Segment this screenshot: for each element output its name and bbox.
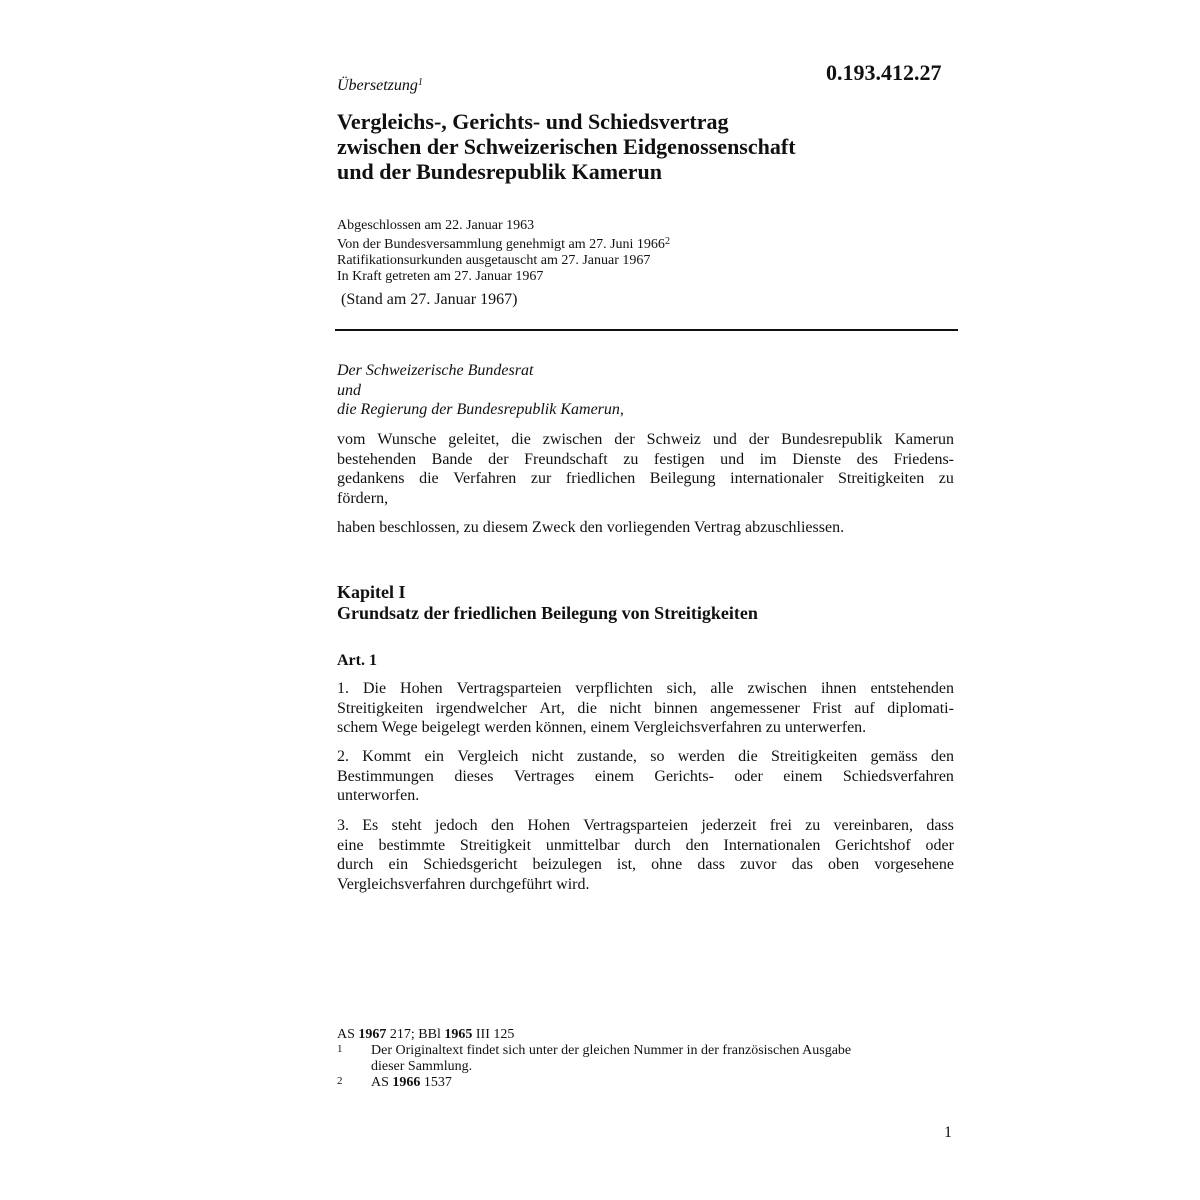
word: Bande bbox=[431, 450, 473, 468]
chapter-heading bbox=[337, 582, 957, 624]
party-line: und bbox=[337, 381, 361, 399]
word: zu bbox=[938, 470, 954, 487]
word: durch bbox=[337, 856, 374, 873]
preamble-decision bbox=[337, 518, 954, 538]
word: zwischen bbox=[542, 431, 603, 448]
word: jederzeit bbox=[701, 817, 757, 834]
word: gedankens bbox=[337, 470, 405, 487]
as-prefix: AS bbox=[337, 1027, 359, 1042]
word: binnen bbox=[654, 699, 698, 717]
word: zwischen bbox=[747, 680, 807, 697]
party-line: Der Schweizerische Bundesrat bbox=[337, 362, 534, 379]
footnote-number: 2 bbox=[337, 1075, 343, 1087]
footnote-number: 1 bbox=[337, 1043, 343, 1055]
contracting-parties bbox=[337, 361, 957, 420]
word: ist, bbox=[616, 856, 637, 873]
word: einem bbox=[594, 767, 634, 785]
title-line: zwischen der Schweizerischen Eidgenossenschaft bbox=[337, 134, 796, 159]
paragraph-line bbox=[337, 747, 954, 767]
word: des bbox=[856, 450, 878, 468]
word: die bbox=[738, 748, 758, 765]
chapter-title: Grundsatz der friedlichen Beilegung von Streitigkeiten bbox=[337, 603, 758, 623]
word: 3. bbox=[337, 817, 349, 834]
word: der bbox=[748, 431, 770, 448]
word: durch bbox=[634, 836, 671, 854]
word: Internationalen bbox=[723, 836, 821, 854]
footnote-page: 1537 bbox=[420, 1075, 452, 1090]
word: Kommt bbox=[362, 748, 412, 765]
word: zu bbox=[805, 817, 821, 834]
approval-date-text: Von der Bundesversammlung genehmigt am 27. Juni 1966 bbox=[337, 237, 665, 252]
word: geleitet, bbox=[448, 431, 500, 448]
word: Vertrages bbox=[513, 767, 575, 785]
word: Vertragsparteien bbox=[456, 680, 562, 697]
word: frei bbox=[769, 817, 792, 834]
word: ein bbox=[424, 748, 445, 765]
word: Streitigkeiten bbox=[337, 699, 424, 717]
footnote-line bbox=[371, 1075, 957, 1091]
word: zustande, bbox=[576, 748, 637, 765]
word: vorgesehene bbox=[874, 856, 954, 873]
footnotes bbox=[337, 1027, 957, 1091]
word: dass bbox=[926, 817, 954, 834]
footnote-line: dieser Sammlung. bbox=[371, 1059, 473, 1074]
word: Schiedsverfahren bbox=[842, 767, 954, 785]
word: bestimmte bbox=[378, 836, 446, 854]
word: einem bbox=[783, 767, 823, 785]
word: Art, bbox=[539, 699, 565, 717]
word: dieses bbox=[454, 767, 494, 785]
word: Verfahren bbox=[453, 470, 517, 487]
source-reference bbox=[337, 1027, 957, 1043]
paragraph-line bbox=[337, 679, 954, 699]
word: Streitigkeit bbox=[459, 836, 532, 854]
word: Gerichtshof bbox=[835, 836, 911, 854]
word: dass bbox=[697, 856, 725, 873]
word: beizulegen bbox=[532, 856, 602, 873]
status-date: (Stand am 27. Januar 1967) bbox=[341, 291, 518, 308]
bbl-ref: III 125 bbox=[472, 1027, 515, 1042]
word: angemessener bbox=[710, 699, 800, 717]
footnote-2 bbox=[337, 1075, 957, 1091]
word: zuvor bbox=[740, 856, 777, 873]
article-heading: Art. 1 bbox=[337, 652, 377, 669]
page-number: 1 bbox=[944, 1124, 952, 1141]
paragraph-line bbox=[337, 469, 954, 489]
word: oder bbox=[925, 836, 954, 854]
word: Bestimmungen bbox=[337, 767, 434, 785]
word: Streitigkeiten bbox=[838, 470, 925, 487]
title-line: Vergleichs-, Gerichts- und Schiedsvertrag bbox=[337, 109, 729, 134]
word: ohne bbox=[651, 856, 683, 873]
word: gemäss bbox=[870, 748, 918, 765]
sr-number: 0.193.412.27 bbox=[826, 60, 942, 85]
word: auf bbox=[854, 699, 875, 717]
article-paragraph-1 bbox=[337, 679, 954, 738]
word: so bbox=[650, 748, 665, 765]
document-metadata bbox=[337, 218, 957, 285]
word: steht bbox=[391, 817, 422, 834]
word: Hohen bbox=[400, 680, 443, 697]
word: der bbox=[614, 431, 635, 448]
as-page: 217; BBl bbox=[386, 1027, 445, 1042]
word: das bbox=[791, 856, 813, 873]
party-line: die Regierung der Bundesrepublik Kamerun, bbox=[337, 401, 624, 418]
footnote-ref-2[interactable]: 2 bbox=[664, 236, 670, 247]
word: Bundesrepublik bbox=[781, 431, 883, 448]
word: Schiedsgericht bbox=[423, 856, 518, 873]
paragraph-line bbox=[337, 450, 954, 470]
word: Vergleich bbox=[457, 748, 519, 765]
concluded-date: Abgeschlossen am 22. Januar 1963 bbox=[337, 218, 535, 233]
title-line: und der Bundesrepublik Kamerun bbox=[337, 159, 663, 184]
word: Schweiz bbox=[646, 431, 701, 448]
in-force-date: In Kraft getreten am 27. Januar 1967 bbox=[337, 269, 544, 284]
word: friedlichen bbox=[565, 470, 636, 487]
word: sich, bbox=[666, 680, 697, 697]
approval-date bbox=[337, 234, 957, 253]
preamble-paragraph bbox=[337, 430, 954, 508]
article-paragraph-2 bbox=[337, 747, 954, 806]
footnote-ref-1[interactable]: 1 bbox=[417, 77, 423, 88]
word: Beilegung bbox=[649, 470, 716, 487]
footnote-1 bbox=[337, 1043, 957, 1075]
word: Frist bbox=[812, 699, 842, 717]
word: zu bbox=[623, 450, 639, 468]
paragraph-line: fördern, bbox=[337, 489, 389, 507]
word: zur bbox=[530, 470, 552, 487]
paragraph-line: unterworfen. bbox=[337, 787, 420, 804]
word: werden bbox=[677, 748, 725, 765]
word: Gerichts- bbox=[654, 767, 714, 785]
word: bestehenden bbox=[337, 450, 417, 468]
paragraph-line: Vergleichsverfahren durchgeführt wird. bbox=[337, 875, 590, 893]
word: alle bbox=[710, 680, 734, 697]
word: Hohen bbox=[527, 817, 570, 834]
word: vereinbaren, bbox=[833, 817, 914, 834]
paragraph-line bbox=[337, 699, 954, 719]
word: jedoch bbox=[435, 817, 478, 834]
paragraph-line bbox=[337, 855, 954, 875]
word: nicht bbox=[531, 748, 564, 765]
word: Streitigkeiten bbox=[770, 748, 858, 765]
word: ihnen bbox=[820, 680, 857, 697]
word: eine bbox=[337, 836, 364, 854]
word: und bbox=[712, 431, 737, 448]
paragraph-line bbox=[337, 836, 954, 856]
word: Dienste bbox=[792, 450, 842, 468]
word: diplomati- bbox=[887, 699, 954, 717]
paragraph-line bbox=[337, 430, 954, 450]
footnote-year: 1966 bbox=[392, 1075, 421, 1090]
translation-label-text: Übersetzung bbox=[337, 77, 418, 94]
footnote-prefix: AS bbox=[371, 1075, 393, 1090]
word: Friedens- bbox=[893, 450, 954, 468]
paragraph-line: haben beschlossen, zu diesem Zweck den vorliegenden Vertrag abzuschliessen. bbox=[337, 519, 845, 536]
word: Wunsche bbox=[377, 431, 437, 448]
word: irgendwelcher bbox=[435, 699, 527, 717]
article-paragraph-3 bbox=[337, 816, 954, 894]
word: den bbox=[490, 817, 515, 834]
word: 2. bbox=[337, 748, 349, 765]
word: entstehenden bbox=[870, 680, 954, 697]
word: die bbox=[419, 470, 439, 487]
word: der bbox=[488, 450, 509, 468]
word: Vertragsparteien bbox=[583, 817, 689, 834]
word: Die bbox=[362, 680, 387, 697]
word: vom bbox=[337, 431, 366, 448]
chapter-number: Kapitel I bbox=[337, 582, 406, 602]
footnote-text bbox=[371, 1075, 957, 1091]
bbl-year: 1965 bbox=[444, 1027, 473, 1042]
paragraph-line bbox=[337, 767, 954, 787]
footnote-text bbox=[371, 1043, 957, 1075]
word: festigen bbox=[653, 450, 705, 468]
word: ein bbox=[388, 856, 409, 873]
word: und bbox=[720, 450, 745, 468]
word: unmittelbar bbox=[545, 836, 620, 854]
document-title bbox=[337, 109, 957, 184]
word: oben bbox=[828, 856, 860, 873]
word: Es bbox=[362, 817, 379, 834]
word: den bbox=[930, 748, 954, 765]
word: nicht bbox=[609, 699, 642, 717]
word: Freundschaft bbox=[524, 450, 608, 468]
paragraph-line: schem Wege beigelegt werden können, einem Vergleichsverfahren zu unterwerfen. bbox=[337, 719, 867, 736]
word: im bbox=[759, 450, 777, 468]
word: die bbox=[511, 431, 531, 448]
word: verpflichten bbox=[575, 680, 653, 697]
translation-label bbox=[337, 73, 423, 96]
ratification-date: Ratifikationsurkunden ausgetauscht am 27. Januar 1967 bbox=[337, 253, 651, 268]
as-year: 1967 bbox=[358, 1027, 387, 1042]
word: internationaler bbox=[730, 470, 824, 487]
header-divider bbox=[335, 329, 958, 331]
word: die bbox=[577, 699, 597, 717]
word: oder bbox=[734, 767, 763, 785]
word: 1. bbox=[337, 680, 349, 697]
footnote-line: Der Originaltext findet sich unter der gleichen Nummer in der französischen Ausgabe bbox=[371, 1043, 852, 1058]
paragraph-line bbox=[337, 816, 954, 836]
word: Kamerun bbox=[894, 431, 954, 448]
word: den bbox=[685, 836, 709, 854]
